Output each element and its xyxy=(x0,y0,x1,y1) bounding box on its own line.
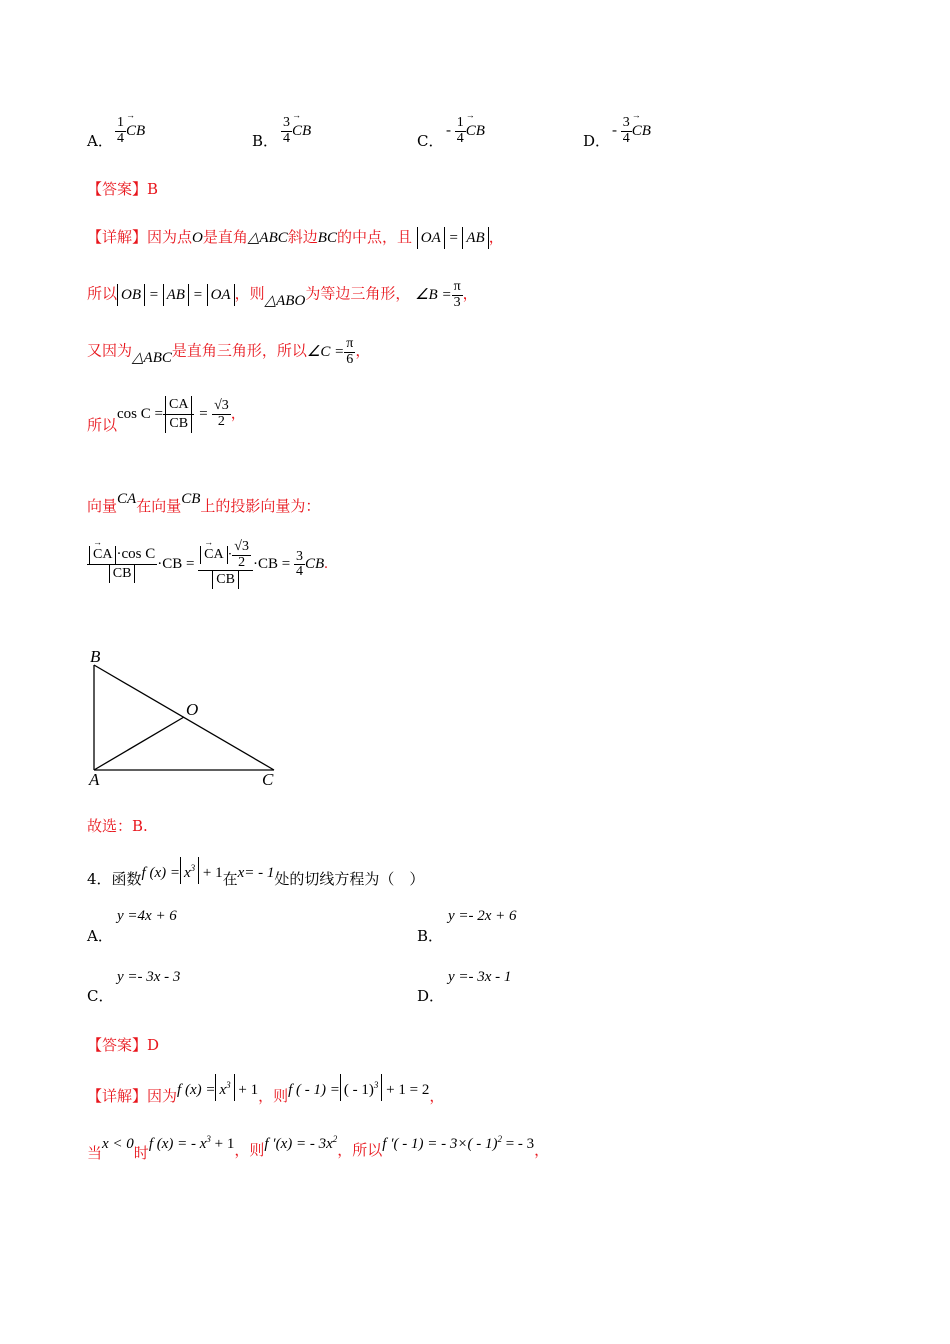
option-a-letter: A． xyxy=(87,132,113,150)
q4-option-b-letter: B． xyxy=(417,927,444,945)
q4-option-c-eq: y =- 3x - 3 xyxy=(117,969,181,985)
q4-detail-line2: 当x < 0时f (x) = - $x^3 + 1$，则f ′(x) = - $3x^2$，所以f ′( - 1) = - 3×( - 1)$^2$ = - 3， xyxy=(87,1134,550,1162)
label-b: B xyxy=(90,647,101,666)
q4-option-d-letter: D． xyxy=(417,987,445,1005)
q4-option-b-eq: y =- 2x + 6 xyxy=(448,908,517,924)
q3-answer: 【答案】B xyxy=(87,180,159,198)
q4-option-a-eq: y =4x + 6 xyxy=(117,908,177,924)
q4-option-c-letter: C． xyxy=(87,987,114,1005)
q4-answer: 【答案】D xyxy=(87,1036,160,1054)
q3-detail-line1: 【详解】因为点O是直角△ABC斜边BC的中点，且 OA = AB ， xyxy=(87,226,504,249)
label-o: O xyxy=(186,700,199,719)
label-a: A xyxy=(89,770,100,789)
option-b-letter: B． xyxy=(252,132,279,150)
segment-ao xyxy=(94,717,184,770)
option-c-value: - $\frac{1}{4}$ → CB xyxy=(446,116,485,146)
q3-detail-line3: 又因为△ABC是直角三角形，所以∠C = $\frac{\pi}{6}$ ， xyxy=(87,336,371,367)
option-d-letter: D． xyxy=(583,132,611,150)
q3-detail-line5: 向量CA在向量CB上的投影向量为： xyxy=(87,491,321,515)
q4-detail-line1: 【详解】因为f $(x) = x^3 + 1$，则f ( - 1) = ( - 1)$^3$ + 1 = 2， xyxy=(87,1074,444,1101)
q4-option-a-letter: A． xyxy=(87,927,113,945)
q3-choose: 故选：B. xyxy=(87,817,148,835)
triangle-figure xyxy=(80,645,290,790)
q3-detail-line4: 所以cos C = $\frac{CA}{CB}$ = $\frac{√3}{2}$ ， xyxy=(87,397,246,434)
label-c: C xyxy=(262,770,274,789)
projection-formula: → $\frac{\text{CA ·cos C}}{CB}$ ·CB = → CA · $\frac{√3}{2}$ CB ·CB = $\frac{3}{4}$ CB. xyxy=(87,540,328,589)
option-d-value: - $\frac{3}{4}$ → CB xyxy=(612,116,651,146)
option-a-value: $\frac{1}{4}$ → CB xyxy=(115,116,145,146)
q4-stem: 4．函数f $(x) = x^3 + 1$在x= - 1处的切线方程为（ ） xyxy=(87,857,424,884)
q4-option-d-eq: y =- 3x - 1 xyxy=(448,969,512,985)
option-c-letter: C． xyxy=(417,132,444,150)
option-b-value: $\frac{3}{4}$ → CB xyxy=(281,116,311,146)
q3-detail-line2: 所以 OB = AB = OA ，则△ABO为等边三角形， ∠B = $\frac{\pi}{3}$ ， xyxy=(87,279,478,310)
